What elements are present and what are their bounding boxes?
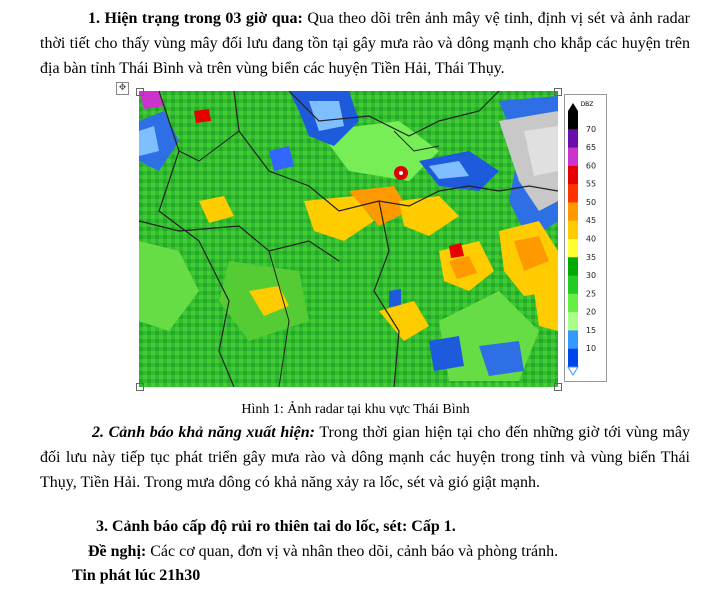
radar-image xyxy=(139,91,558,387)
legend-label: 65 xyxy=(585,143,597,153)
section-1-paragraph xyxy=(40,6,690,81)
legend-label: 55 xyxy=(585,179,597,189)
legend-swatch xyxy=(568,257,578,276)
section-3-heading: 3. Cảnh báo cấp độ rủi ro thiên tai do lốc, sét: Cấp 1. xyxy=(96,518,456,535)
legend-swatch xyxy=(568,330,578,349)
legend-label: 20 xyxy=(585,307,597,317)
legend-label: 10 xyxy=(585,344,597,354)
resize-handle[interactable] xyxy=(136,88,144,96)
legend-label: 30 xyxy=(585,271,597,281)
move-handle-icon[interactable]: ✥ xyxy=(116,82,129,95)
legend-arrow-bottom xyxy=(568,367,578,375)
legend-label: 70 xyxy=(585,124,597,134)
issued-time: Tin phát lúc 21h30 xyxy=(72,567,201,584)
legend-arrow-top xyxy=(568,103,578,111)
section-1-heading: 1. Hiện trạng trong 03 giờ qua: xyxy=(88,10,303,27)
section-2-paragraph xyxy=(40,420,690,495)
dbz-legend xyxy=(564,94,607,382)
legend-swatch xyxy=(568,276,578,295)
legend-label: 60 xyxy=(585,161,597,171)
resize-handle[interactable] xyxy=(554,383,562,391)
legend-label: 40 xyxy=(585,234,597,244)
legend-swatch xyxy=(568,166,578,185)
legend-swatch xyxy=(568,221,578,240)
legend-label: 25 xyxy=(585,289,597,299)
legend-label: 45 xyxy=(585,216,597,226)
legend-swatch xyxy=(568,129,578,148)
legend-swatch xyxy=(568,148,578,167)
section-1-text: Qua theo dõi trên ảnh mây vệ tinh, định vị sét và ảnh radar thời tiết cho thấy vùng mây đối lưu đang tồn tại gây mưa rào và dông mạnh cho khắp các huyện trên địa bàn tỉnh Thái Bình và trên vùng biển các huyện Tiền Hải, Thái Thụy. xyxy=(40,10,691,77)
figure-caption: Hình 1: Ảnh radar tại khu vực Thái Bình xyxy=(241,402,470,417)
legend-label: 15 xyxy=(585,325,597,335)
recommendation-text: Các cơ quan, đơn vị và nhân theo dõi, cảnh báo và phòng tránh. xyxy=(146,543,559,560)
legend-label: 50 xyxy=(585,197,597,207)
legend-swatch xyxy=(568,202,578,221)
legend-swatch xyxy=(568,349,578,368)
recommendation xyxy=(88,541,558,563)
legend-unit: DBZ xyxy=(580,101,594,108)
section-2-text: Trong thời gian hiện tại cho đến những giờ tới vùng mây đối lưu này tiếp tục phát triển gây mưa rào và dông mạnh các huyện trong tỉnh và vùng biển Thái Thụy, Tiền Hải. Trong mưa dông có khả năng xảy ra lốc, sét và gió giật mạnh. xyxy=(40,424,690,491)
legend-swatch xyxy=(568,111,578,130)
legend-swatch xyxy=(568,312,578,331)
legend-swatch xyxy=(568,294,578,313)
legend-swatch xyxy=(568,184,578,203)
resize-handle[interactable] xyxy=(554,88,562,96)
recommendation-label: Đề nghị: xyxy=(88,543,147,560)
legend-swatch xyxy=(568,239,578,258)
resize-handle[interactable] xyxy=(136,383,144,391)
section-2-heading: 2. Cảnh báo khả năng xuất hiện: xyxy=(92,424,315,441)
legend-label: 35 xyxy=(585,252,597,262)
